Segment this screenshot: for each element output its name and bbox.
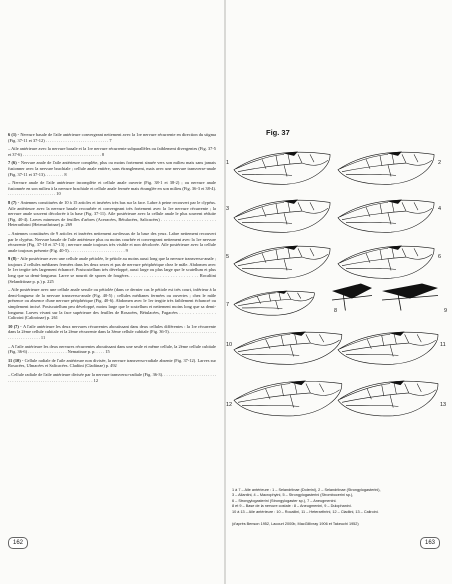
- figure-title: Fig. 37: [266, 128, 290, 137]
- legend-line: 6 – Strongylogasterini (Strongylogaster sp.), 7 – Aneugmenini.: [232, 498, 337, 503]
- wing-drawing: [232, 320, 344, 368]
- legend-line: 3 – Allantini, 4 – Macrophyini, 5 – Strongylogasterini (Strombocerini sp.),: [232, 493, 354, 498]
- couplet-text: – Aile postérieure avec une cellule anale sessile ou pétiolée (dans ce dernier cas le pétiole est très court, inférieur à la demi-longueur de la nervure transverso-anale (Fig. 40-5) ; cellules médianes fermées ou ouvertes ; chez le mâle présence ou absence d'une nervure périphérique (Fig. 40-6). Abdomen avec le 1er tergite très faiblement échancré ou simplement incisé. Postscutellum peu développé, moins large que le scutellum et nettement moins long que sa demi-longueur. Larves vivant sur la face supérieure des feuilles de Rosacées, Bétulacées, Fagacées . . . . . . . . . . . . . . Caliroini (Caliroinae) p. 261: [8, 287, 216, 321]
- key-couplet: [8, 132, 216, 143]
- couplet-number: 11 (10) -: [8, 357, 25, 363]
- page-number-right: 163: [420, 537, 440, 549]
- wing-number: 6: [438, 254, 442, 260]
- wing-drawing: [232, 188, 332, 236]
- couplet-text: – Cellule radiale de l'aile antérieure divisée par la nervure transverso-radiale (Fig. 36-3). . . . . . . . . . . . . . . . . . . . . . . . . . . . . . . . . . . . . . . . . . . . . . . . . . . . . . . . . . . . . . . . 12: [8, 371, 216, 383]
- wing-number: 3: [226, 206, 230, 212]
- wing-drawing: [336, 234, 436, 282]
- couplet-text: – A l'aile antérieure les deux nervures récurrentes aboutissant dans une seule et même cellule, la 2ème cellule cubitale (Fig. 36-6) . . . . . . . . . . . . . . . . . . Nematinae p. p. . . . . 15: [8, 343, 216, 355]
- couplet-text: – Aile antérieure avec la nervure basale et la 1re nervure récurrente subparallèles ou faiblement divergentes (Fig. 37-5 et 37-6) . . . . . . . . . . . . . . . . . . . . . . . . . . . . . . . . . . . . 8: [8, 146, 216, 157]
- page-number-left: 162: [8, 537, 28, 549]
- key-couplet: [8, 287, 216, 321]
- wing-number: 4: [438, 206, 442, 212]
- couplet-text: Antennes constituées de 10 à 15 articles et insérées très bas sur la face. Labre à peine recouvert par le clypéus. Aile antérieure avec la nervure basale recourbée et convergeant très fortement avec la 1re nervure récurrente ; la nervure anale souvent décolorée à la base (Fig. 37-11). Aile postérieure avec la cellule anale le plus souvent réduite (Fig. 40-4). Larves mineuses de feuilles d'arbres (Aceracées, Bétulacées, Salicacées) . . . . . . . . . . . . . . . . . . . . . . Heterarthrini (Heterarthrinae) p. 269: [8, 199, 216, 228]
- couplet-number: 6 (1) -: [8, 132, 21, 137]
- key-couplet: [8, 324, 216, 341]
- couplet-text: – Nervure anale de l'aile antérieure incomplète et cellule anale ouverte (Fig. 38-1 et 38-2) ; ou nervure anale fusionnée en son milieu à la nervure brachiale et cellule anale fermée mais étranglée en son milieu (Fig. 36-3 et 38-4). . . . . . . . . . . . . . . . . . . . . . . 10: [8, 180, 216, 197]
- key-couplet: [8, 160, 216, 177]
- key-couplet: [8, 344, 216, 355]
- couplet-number: 7 (6) -: [8, 160, 21, 166]
- left-page: [0, 0, 224, 584]
- couplet-number: 8 (7) -: [8, 199, 21, 205]
- legend-line: 10 à 13 – Aile antérieure : 10 – Rocaliini, 11 – Heterarthrini, 12 – Cladiini, 13 – Caliroini.: [232, 509, 379, 514]
- wing-number: 1: [226, 160, 230, 166]
- key-couplet: [8, 180, 216, 197]
- couplet-number: 9 (8) -: [8, 256, 21, 262]
- wing-drawing: [232, 140, 332, 188]
- figure-credit: (d'après Benson 1952, Lacourt 2000b, MacGillivray 1906 et Takeuchi 1952): [232, 522, 359, 526]
- couplet-number: 10 (7) -: [8, 323, 23, 329]
- identification-key: [8, 132, 216, 386]
- key-couplet: [8, 256, 216, 284]
- figure-legend: [232, 488, 442, 515]
- wing-number: 10: [226, 342, 233, 348]
- wing-number: 9: [444, 308, 448, 314]
- wing-number: 8: [334, 308, 338, 314]
- wing-drawing: [336, 320, 440, 368]
- couplet-text: Nervure anale de l'aile antérieure complète, plus ou moins fortement sinuée vers son milieu mais sans jamais fusionner avec la nervure brachiale ; cellule anale entière, sans étranglement, mais avec une nervure transverse-anale (Fig. 37-11 et 37-13). . . . . . . . . 8: [8, 160, 216, 177]
- wing-drawing: [232, 282, 316, 318]
- wing-number: 13: [440, 402, 447, 408]
- key-couplet: [8, 372, 216, 383]
- wing-drawing: [336, 140, 436, 188]
- wing-drawing: [336, 368, 440, 420]
- couplet-text: Nervure basale de l'aile antérieure convergeant nettement avec la 1re nervure récurrente en direction du stigma (Fig. 37-11 et 37-12) . . . . . . . . . . . . . . . . . . . . . . . . . . . . . 7: [8, 132, 216, 143]
- key-couplet: [8, 200, 216, 228]
- key-couplet: [8, 146, 216, 157]
- wing-number: 2: [438, 160, 442, 166]
- couplet-text: – Antennes constituées de 9 articles et insérées nettement au-dessus de la base des yeux. Labre nettement recouvert par le clypéus. Nervure basale de l'aile antérieure plus ou moins courbée et convergeant nettement avec la 1re nervure récurrente (Fig. 37-10 et 37-13) ; nervure anale toujours très visible et non décolorée. Aile postérieure avec la cellule anale toujours présente (Fig. 40-5). . . . . . . . . . . . . . . . . . . . . . . . . . 9: [8, 230, 216, 253]
- wing-drawing: [336, 188, 436, 236]
- key-couplet: [8, 231, 216, 253]
- couplet-text: Aile postérieure avec une cellule anale pétiolée, le pétiole au moins aussi long que la nervure transverso-anale ; toujours 2 cellules médianes fermées dans les deux sexes et pas de nervure périphérique chez le mâle. Abdomen avec le 1er tergite très largement échancré. Postscutellum très développé, aussi large ou plus large que le scutellum et plus long que sa demi-longueur. Larve se nourrit de spores de fougères. . . . . . . . . . . . . . . . . . . . . . . . . . . Rocaliini (Selandriinae p. p.) p. 225: [8, 256, 216, 284]
- key-couplet: [8, 358, 216, 369]
- legend-line: 1 à 7 – Aile antérieure : 1 – Selandriinae (Dolerini), 2 – Selandriinae (Strongylogasterini),: [232, 488, 381, 492]
- wing-number: 5: [226, 254, 230, 260]
- wing-number: 7: [226, 302, 230, 308]
- couplet-text: A l'aile antérieure les deux nervures récurrentes aboutissant dans deux cellules différentes : la 1re récurrente dans la 2ème cellule cubitale et la 2ème récurrente dans la 3ème cellule cubitale (Fig. 36-5). . . . . . . . . . . . . . . . . . . . . . . . . . . . . . . . . . . . . 11: [8, 323, 216, 340]
- wing-number: 12: [226, 402, 233, 408]
- wing-drawing: [232, 234, 332, 282]
- wing-drawing: [380, 282, 440, 312]
- legend-line: 8 et 9 – Base de la nervure costale : 8 – Aneugmenini, 9 – Dulophanini.: [232, 504, 352, 509]
- wing-drawing: [232, 368, 344, 420]
- wing-number: 11: [440, 342, 446, 348]
- couplet-text: Cellule radiale de l'aile antérieure non divisée, la nervure transverso-radiale absente (Fig. 37-12). Larves sur Rosacées, Ulmacées et Salicacées. Cladiini (Cladiinae) p. 492: [8, 357, 216, 369]
